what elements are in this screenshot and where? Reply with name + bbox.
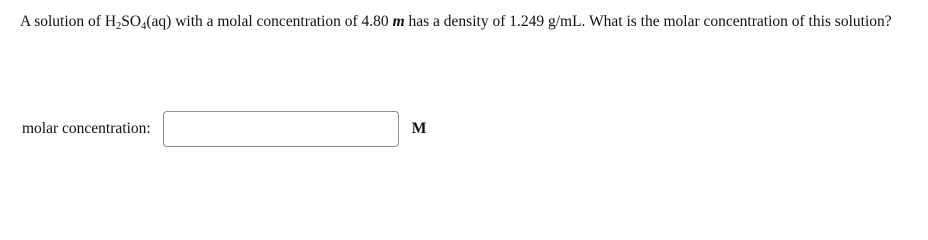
question-text-end: has a density of 1.249 g/mL. What is the molar concentration of this solution?	[404, 13, 892, 30]
question-text-start: A solution of	[20, 13, 105, 30]
answer-unit: M	[411, 120, 427, 137]
answer-label: molar concentration:	[22, 120, 151, 137]
formula-state: (aq)	[146, 13, 172, 30]
question-text	[20, 9, 920, 34]
formula-h: H	[104, 13, 117, 30]
formula-so-subscript: 4	[141, 21, 147, 32]
molal-unit: m	[392, 13, 405, 30]
question-text-middle: with a molal concentration of 4.80	[171, 13, 393, 30]
answer-row	[22, 108, 426, 150]
formula-h-subscript: 2	[116, 21, 122, 32]
molar-concentration-input[interactable]	[163, 111, 399, 147]
formula-so: SO	[121, 13, 142, 30]
